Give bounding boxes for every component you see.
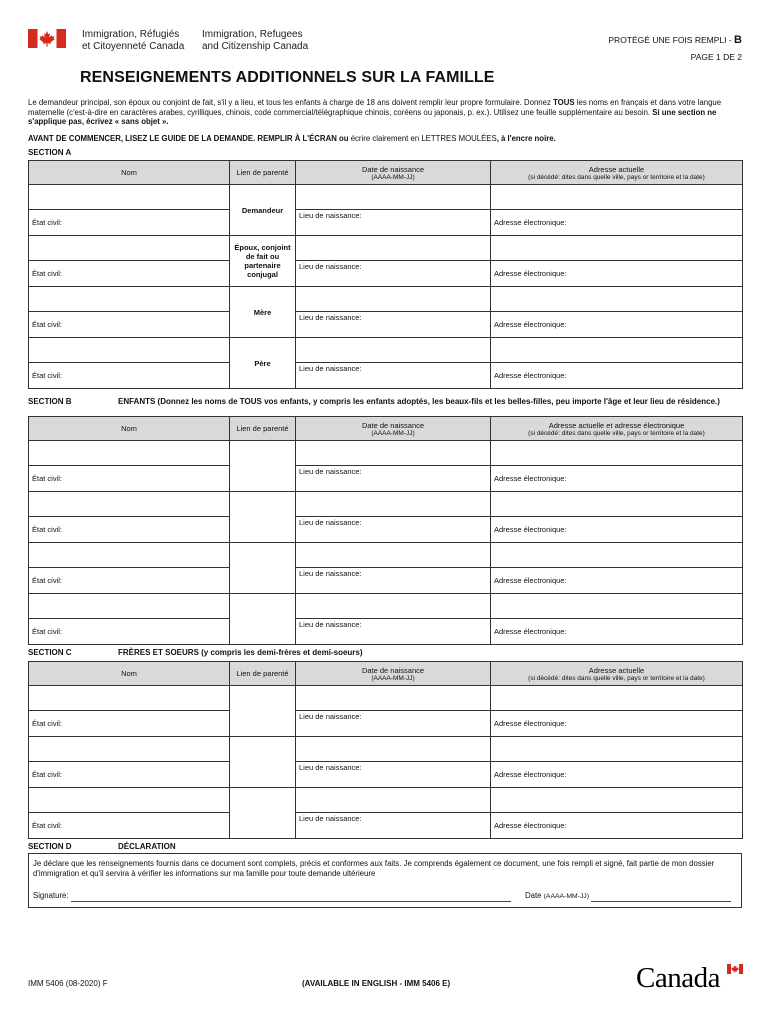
relation-spouse: Époux, conjoint de fait ou partenaire conjugal <box>230 236 296 287</box>
dept-fr-line2: et Citoyenneté Canada <box>82 41 185 52</box>
table-row <box>29 287 743 312</box>
table-row <box>29 762 743 788</box>
email-field[interactable]: Adresse électronique: <box>491 466 743 492</box>
intro-text-2: les noms en français et dans votre langue maternelle (c'est-à-dire en caractères arabes, cyrilliques, chinois, code commercial/télégraphique chinois, coréens ou japonais, p. ex.). Utilisez une feuille supplémentaire au besoin. <box>28 98 722 117</box>
birthplace-field[interactable]: Lieu de naissance: <box>296 517 491 543</box>
relation-field[interactable] <box>230 543 296 594</box>
relation-field[interactable] <box>230 594 296 645</box>
relation-field[interactable] <box>230 441 296 492</box>
marital-status-field[interactable]: État civil: <box>29 466 230 492</box>
birthplace-field[interactable]: Lieu de naissance: <box>296 711 491 737</box>
col-relation: Lien de parenté <box>230 417 296 441</box>
col-dob-format: (AAAA-MM-JJ) <box>371 674 415 682</box>
birthplace-field[interactable]: Lieu de naissance: <box>296 363 491 389</box>
birthplace-field[interactable]: Lieu de naissance: <box>296 568 491 594</box>
name-field[interactable] <box>29 543 230 568</box>
table-row <box>29 737 743 762</box>
col-relation: Lien de parenté <box>230 662 296 686</box>
instructions-text-1: AVANT DE COMMENCER, LISEZ LE GUIDE DE LA DEMANDE. REMPLIR À L'ÉCRAN ou <box>28 134 351 143</box>
signature-field[interactable] <box>71 891 511 902</box>
email-field[interactable]: Adresse électronique: <box>491 813 743 839</box>
col-address-sub: (si décédé: dites dans quelle ville, pays or territoire et la date) <box>528 674 705 682</box>
dob-field[interactable] <box>296 185 491 210</box>
table-row <box>29 236 743 261</box>
table-row <box>29 338 743 363</box>
table-row <box>29 568 743 594</box>
section-a-header <box>29 161 743 185</box>
birthplace-field[interactable]: Lieu de naissance: <box>296 813 491 839</box>
section-b-table <box>28 416 743 645</box>
section-b-label: SECTION B <box>28 397 72 406</box>
marital-status-field[interactable]: État civil: <box>29 813 230 839</box>
address-field[interactable] <box>491 287 743 312</box>
address-field[interactable] <box>491 543 743 568</box>
section-c-label: SECTION C <box>28 648 72 657</box>
section-a-table <box>28 160 743 389</box>
dob-field[interactable] <box>296 543 491 568</box>
section-c-title: FRÈRES ET SOEURS (y compris les demi-frères et demi-soeurs) <box>118 648 363 657</box>
marital-status-field[interactable]: État civil: <box>29 363 230 389</box>
birthplace-field[interactable]: Lieu de naissance: <box>296 261 491 287</box>
date-label: Date <box>525 891 542 900</box>
address-field[interactable] <box>491 594 743 619</box>
col-dob-format: (AAAA-MM-JJ) <box>371 429 415 437</box>
section-d-label: SECTION D <box>28 842 72 851</box>
col-dob-label: Date de naissance <box>361 665 425 675</box>
section-b-title: ENFANTS (Donnez les noms de TOUS vos enfants, y compris les enfants adoptés, les beaux-fils et les belles-filles, peu importe l'âge et leur lieu de résidence.) <box>118 397 720 406</box>
col-dob <box>296 161 491 185</box>
marital-status-field[interactable]: État civil: <box>29 312 230 338</box>
address-field[interactable] <box>491 492 743 517</box>
date-format: (AAAA-MM-JJ) <box>543 893 589 900</box>
dob-field[interactable] <box>296 287 491 312</box>
name-field[interactable] <box>29 236 230 261</box>
section-a-label: SECTION A <box>28 148 72 157</box>
name-field[interactable] <box>29 492 230 517</box>
col-address-label: Adresse actuelle <box>588 164 645 174</box>
dept-name-en <box>202 29 308 53</box>
table-row <box>29 711 743 737</box>
col-name: Nom <box>29 417 230 441</box>
col-address <box>491 662 743 686</box>
name-field[interactable] <box>29 788 230 813</box>
date-field[interactable] <box>591 891 731 902</box>
email-field[interactable]: Adresse électronique: <box>491 261 743 287</box>
dept-fr-line1: Immigration, Réfugiés <box>82 29 180 40</box>
section-d-title: DÉCLARATION <box>118 842 176 851</box>
dob-field[interactable] <box>296 236 491 261</box>
name-field[interactable] <box>29 594 230 619</box>
table-row <box>29 492 743 517</box>
signature-row <box>33 891 511 902</box>
email-field[interactable]: Adresse électronique: <box>491 210 743 236</box>
intro-text-na: Si une section ne s'applique pas, écrivez « sans objet ». <box>28 107 717 126</box>
marital-status-field[interactable]: État civil: <box>29 619 230 645</box>
marital-status-field[interactable]: État civil: <box>29 568 230 594</box>
relation-applicant: Demandeur <box>230 185 296 236</box>
dob-field[interactable] <box>296 338 491 363</box>
table-row <box>29 813 743 839</box>
table-row <box>29 594 743 619</box>
relation-father: Père <box>230 338 296 389</box>
dob-field[interactable] <box>296 788 491 813</box>
address-field[interactable] <box>491 737 743 762</box>
protected-level: B <box>734 34 742 46</box>
marital-status-field[interactable]: État civil: <box>29 517 230 543</box>
instructions-text-3: , à l'encre noire. <box>496 134 556 143</box>
instructions-text-2: écrire clairement en LETTRES MOULÉES <box>350 134 497 143</box>
birthplace-field[interactable]: Lieu de naissance: <box>296 312 491 338</box>
date-row <box>525 891 731 902</box>
protected-notice <box>608 34 742 46</box>
relation-mother: Mère <box>230 287 296 338</box>
email-field[interactable]: Adresse électronique: <box>491 619 743 645</box>
col-name: Nom <box>29 161 230 185</box>
marital-status-field[interactable]: État civil: <box>29 210 230 236</box>
section-b-header <box>29 417 743 441</box>
dob-field[interactable] <box>296 594 491 619</box>
marital-status-field[interactable]: État civil: <box>29 762 230 788</box>
col-address-label: Adresse actuelle <box>588 665 645 675</box>
table-row <box>29 441 743 466</box>
email-field[interactable]: Adresse électronique: <box>491 711 743 737</box>
name-field[interactable] <box>29 737 230 762</box>
table-row <box>29 619 743 645</box>
address-field[interactable] <box>491 338 743 363</box>
dept-en-line1: Immigration, Refugees <box>202 29 303 40</box>
dob-field[interactable] <box>296 441 491 466</box>
intro-paragraph <box>28 98 742 127</box>
address-field[interactable] <box>491 236 743 261</box>
name-field[interactable] <box>29 185 230 210</box>
dob-field[interactable] <box>296 492 491 517</box>
instructions <box>28 134 742 144</box>
dob-field[interactable] <box>296 737 491 762</box>
table-row <box>29 543 743 568</box>
dob-field[interactable] <box>296 686 491 711</box>
address-field[interactable] <box>491 686 743 711</box>
canada-wordmark-text: Canada <box>636 962 720 994</box>
relation-field[interactable] <box>230 492 296 543</box>
col-name: Nom <box>29 662 230 686</box>
dept-en-line2: and Citizenship Canada <box>202 41 309 52</box>
col-address-label: Adresse actuelle et adresse électronique <box>548 420 685 430</box>
address-field[interactable] <box>491 441 743 466</box>
section-c-header <box>29 662 743 686</box>
birthplace-field[interactable]: Lieu de naissance: <box>296 619 491 645</box>
declaration-text: Je déclare que les renseignements fournis dans ce document sont complets, précis et conformes aux faits. Je comprends également ce document, une fois rempli et signé, fait partie de mon dossier d'immigration et qu'il servira à vérifier les informations sur ma famille pour toute demande ultérieure <box>33 859 715 878</box>
table-row <box>29 363 743 389</box>
canada-flag-icon <box>28 29 66 48</box>
marital-status-field[interactable]: État civil: <box>29 261 230 287</box>
col-dob-label: Date de naissance <box>361 164 425 174</box>
table-row <box>29 686 743 711</box>
marital-status-field[interactable]: État civil: <box>29 711 230 737</box>
col-address <box>491 161 743 185</box>
intro-text-1: Le demandeur principal, son époux ou conjoint de fait, s'il y a lieu, et tous les enfants à charge de 18 ans doivent remplir leur propre formulaire. Donnez <box>28 98 554 107</box>
wordmark-flag-icon <box>727 964 743 974</box>
col-relation: Lien de parenté <box>230 161 296 185</box>
declaration-box <box>28 853 742 908</box>
table-row <box>29 185 743 210</box>
name-field[interactable] <box>29 686 230 711</box>
signature-label: Signature: <box>33 891 69 900</box>
protected-label: PROTÉGÉ UNE FOIS REMPLI - <box>608 35 732 45</box>
birthplace-field[interactable]: Lieu de naissance: <box>296 466 491 492</box>
email-field[interactable]: Adresse électronique: <box>491 363 743 389</box>
section-c-table <box>28 661 743 839</box>
name-field[interactable] <box>29 441 230 466</box>
birthplace-field[interactable]: Lieu de naissance: <box>296 762 491 788</box>
email-field[interactable]: Adresse électronique: <box>491 762 743 788</box>
form-id: IMM 5406 (08-2020) F <box>28 979 108 988</box>
canada-wordmark <box>636 962 744 994</box>
col-address <box>491 417 743 441</box>
table-row <box>29 517 743 543</box>
dept-name-fr <box>82 29 184 53</box>
table-row <box>29 210 743 236</box>
address-field[interactable] <box>491 788 743 813</box>
email-field[interactable]: Adresse électronique: <box>491 568 743 594</box>
col-dob <box>296 417 491 441</box>
address-field[interactable] <box>491 185 743 210</box>
table-row <box>29 261 743 287</box>
email-field[interactable]: Adresse électronique: <box>491 312 743 338</box>
col-address-sub: (si décédé: dites dans quelle ville, pays or territoire et la date) <box>528 429 705 437</box>
name-field[interactable] <box>29 338 230 363</box>
col-dob-format: (AAAA-MM-JJ) <box>371 173 415 181</box>
form-title: RENSEIGNEMENTS ADDITIONNELS SUR LA FAMILLE <box>80 69 495 86</box>
col-address-sub: (si décédé: dites dans quelle ville, pays or territoire et la date) <box>528 173 705 181</box>
page-number: PAGE 1 DE 2 <box>690 52 742 62</box>
relation-field[interactable] <box>230 788 296 839</box>
birthplace-field[interactable]: Lieu de naissance: <box>296 210 491 236</box>
col-dob-label: Date de naissance <box>361 420 425 430</box>
col-dob <box>296 662 491 686</box>
intro-text-tous: TOUS <box>553 98 575 107</box>
table-row <box>29 466 743 492</box>
name-field[interactable] <box>29 287 230 312</box>
table-row <box>29 788 743 813</box>
email-field[interactable]: Adresse électronique: <box>491 517 743 543</box>
relation-field[interactable] <box>230 737 296 788</box>
table-row <box>29 312 743 338</box>
relation-field[interactable] <box>230 686 296 737</box>
english-version-note: (AVAILABLE IN ENGLISH - IMM 5406 E) <box>302 979 451 988</box>
